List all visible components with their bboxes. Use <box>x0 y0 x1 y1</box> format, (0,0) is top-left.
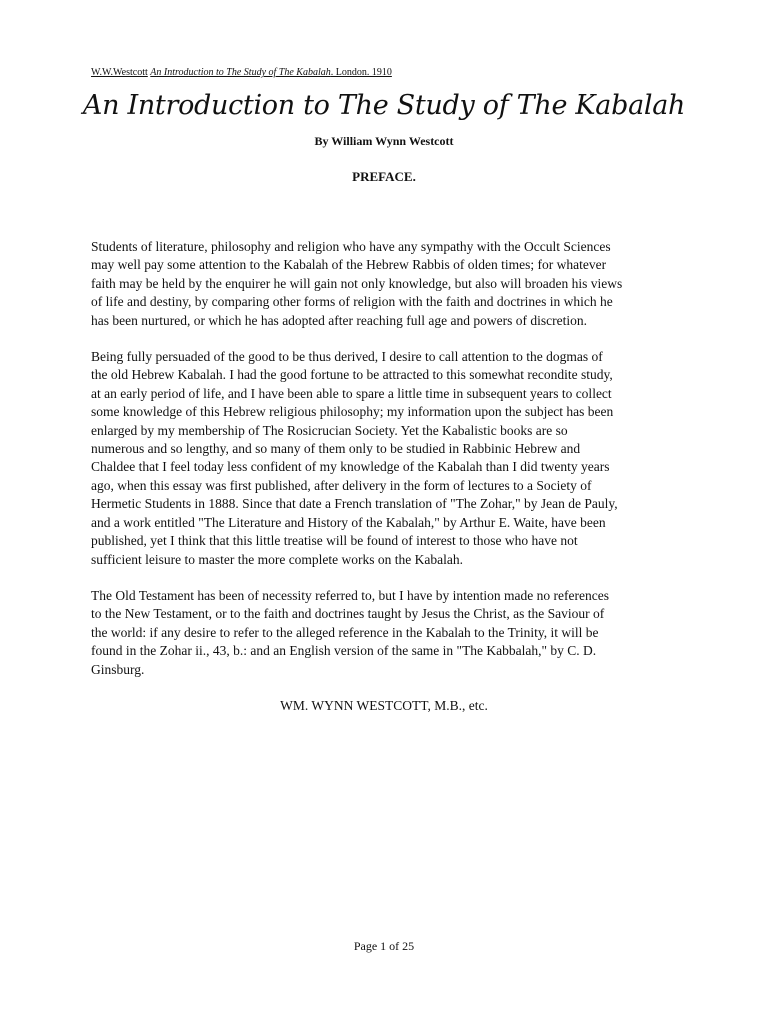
line: published, yet I think that this little treatise will be found of interest to those who have not <box>91 533 578 549</box>
paragraph-2 <box>91 348 685 569</box>
line: and a work entitled "The Literature and History of the Kabalah," by Arthur E. Waite, have been <box>91 514 606 530</box>
line: may well pay some attention to the Kabalah of the Hebrew Rabbis of olden times; for whatever <box>91 257 607 273</box>
line: numerous and so lengthy, and so many of them only to be studied in Rabbinic Hebrew and <box>91 441 581 457</box>
line: Hermetic Students in 1888. Since that date a French translation of "The Zohar," by Jean de Pauly, <box>91 496 618 512</box>
line: at an early period of life, and I have been able to spare a little time in subsequent years to collect <box>91 385 612 401</box>
line: The Old Testament has been of necessity referred to, but I have by intention made no references <box>91 587 609 603</box>
line: the old Hebrew Kabalah. I had the good fortune to be attracted to this somewhat recondite study, <box>91 367 613 383</box>
line: found in the Zohar ii., 43, b.: and an English version of the same in "The Kabbalah," by C. D. <box>91 643 597 659</box>
running-header-work-title: An Introduction to The Study of The Kabalah <box>150 67 331 78</box>
line: to the New Testament, or to the faith and doctrines taught by Jesus the Christ, as the Saviour of <box>91 606 605 622</box>
line: some knowledge of this Hebrew religious philosophy; my information upon the subject has been <box>91 404 614 420</box>
document-title: An Introduction to The Study of The Kabalah <box>82 90 686 121</box>
running-header-author: W.W.Westcott <box>91 67 148 78</box>
running-header-place-date: . London. 1910 <box>330 67 392 78</box>
page-number: Page 1 of 25 <box>353 939 415 953</box>
line: ago, when this essay was first published, after delivery in the form of lectures to a Society of <box>91 477 592 493</box>
line: Chaldee that I feel today less confident of my knowledge of the Kabalah than I did twenty years <box>91 459 610 475</box>
line: Students of literature, philosophy and religion who have any sympathy with the Occult Sciences <box>91 239 611 254</box>
paragraph-1 <box>91 238 685 330</box>
author-line: By William Wynn Westcott <box>314 134 454 148</box>
paragraph-3 <box>91 587 685 679</box>
body-text <box>91 238 685 679</box>
line: faith may be held by the enquirer he will gain not only knowledge, but also will broaden his views <box>91 275 623 291</box>
running-header <box>91 66 392 80</box>
section-heading: PREFACE. <box>352 169 416 184</box>
line: Ginsburg. <box>91 661 145 677</box>
line: Being fully persuaded of the good to be thus derived, I desire to call attention to the dogmas of <box>91 349 603 365</box>
signature: WM. WYNN WESTCOTT, M.B., etc. <box>280 698 488 713</box>
line: sufficient leisure to master the more complete works on the Kabalah. <box>91 551 464 567</box>
line: has been nurtured, or which he has adopted after reaching full age and powers of discretion. <box>91 312 587 328</box>
line: of life and destiny, by comparing other forms of religion with the faith and doctrines in which he <box>91 294 613 310</box>
line: the world: if any desire to refer to the alleged reference in the Kabalah to the Trinity, it will be <box>91 624 599 640</box>
line: enlarged by my membership of The Rosicrucian Society. Yet the Kabalistic books are so <box>91 422 568 438</box>
